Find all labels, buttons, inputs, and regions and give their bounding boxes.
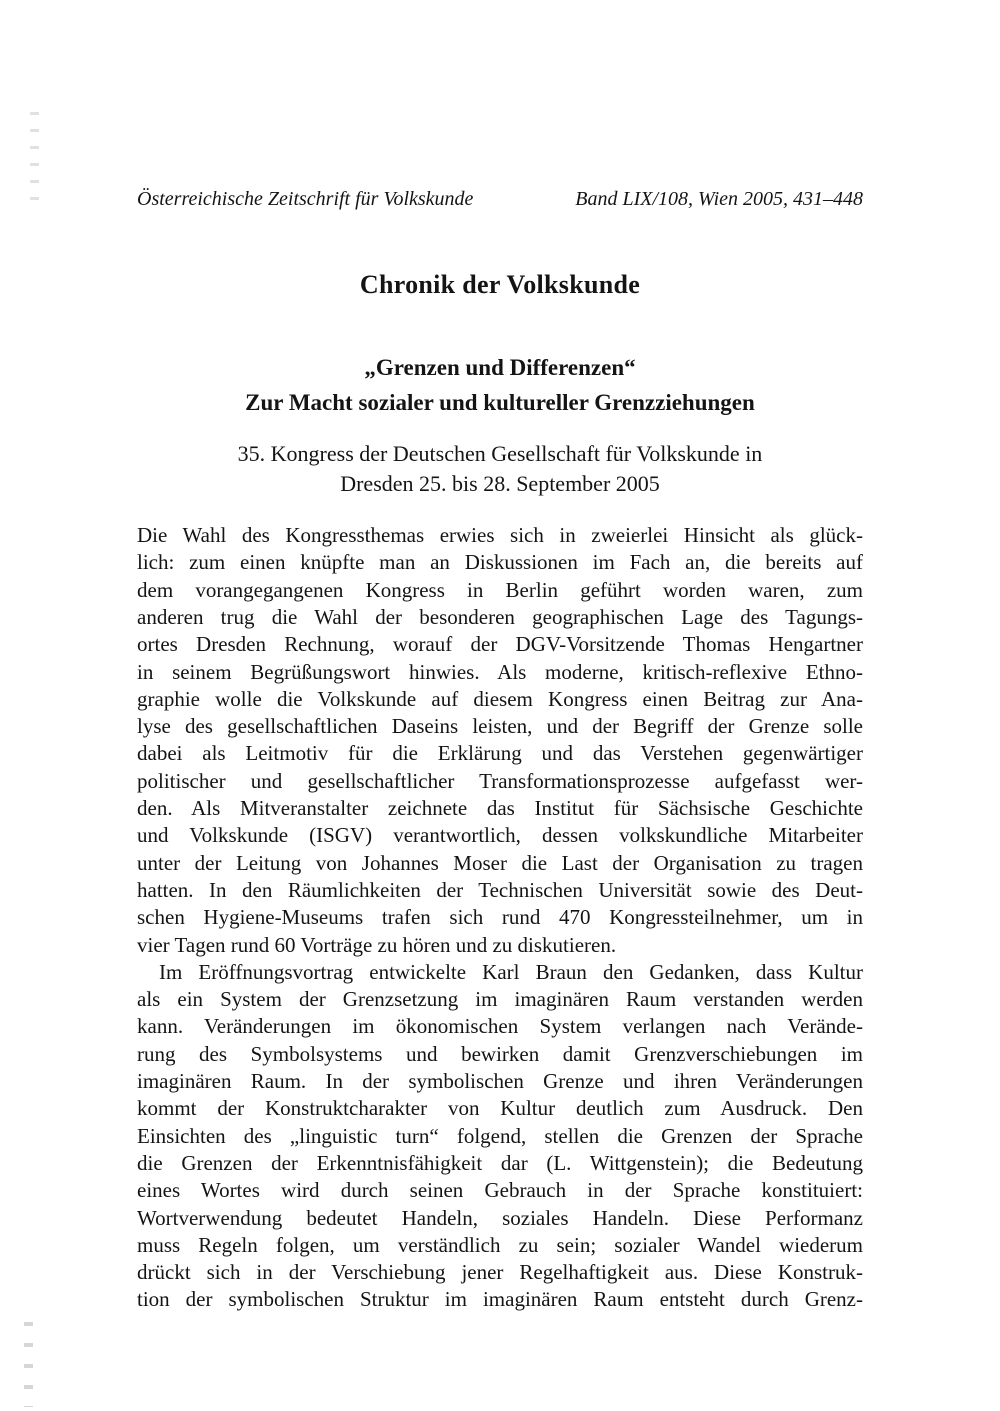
text-line: Wortverwendung bedeutet Handeln, soziales Handeln. Diese Performanz	[137, 1205, 863, 1230]
text-line: drückt sich in der Verschiebung jener Regelhaftigkeit aus. Diese Konstruk-	[137, 1260, 863, 1285]
text-line: anderen trug die Wahl der besonderen geographischen Lage des Tagungs-	[137, 604, 863, 629]
text-line: graphie wolle die Volkskunde auf diesem Kongress einen Beitrag zur Ana-	[137, 686, 863, 711]
scan-artifact-bottom	[24, 1322, 33, 1407]
text-line: als ein System der Grenzsetzung im imaginären Raum verstanden werden	[137, 987, 863, 1012]
text-line: dabei als Leitmotiv für die Erklärung und das Verstehen gegenwärtiger	[137, 741, 863, 766]
text-line: die Grenzen der Erkenntnisfähigkeit dar (L. Wittgenstein); die Bedeutung	[137, 1150, 863, 1175]
text-line: tion der symbolischen Struktur im imaginären Raum entsteht durch Grenz-	[137, 1287, 863, 1312]
article-title	[137, 350, 863, 420]
congress-subtitle-line1: 35. Kongress der Deutschen Gesellschaft für Volkskunde in	[237, 441, 763, 467]
text-line: Die Wahl des Kongressthemas erwies sich in zweierlei Hinsicht als glück-	[137, 523, 863, 548]
text-line: imaginären Raum. In der symbolischen Grenze und ihren Veränderungen	[137, 1069, 863, 1094]
text-line: Im Eröffnungsvortrag entwickelte Karl Braun den Gedanken, dass Kultur	[159, 959, 863, 984]
journal-name: Österreichische Zeitschrift für Volkskunde	[137, 188, 474, 210]
article-body	[137, 522, 863, 1314]
text-line: rung des Symbolsystems und bewirken damit Grenzverschiebungen im	[137, 1041, 863, 1066]
journal-header	[137, 186, 863, 212]
article-title-line2: Zur Macht sozialer und kultureller Grenzziehungen	[245, 390, 755, 415]
text-line: kommt der Konstruktcharakter von Kultur deutlich zum Ausdruck. Den	[137, 1096, 863, 1121]
text-line: muss Regeln folgen, um verständlich zu sein; sozialer Wandel wiederum	[137, 1232, 863, 1257]
text-line: und Volkskunde (ISGV) verantwortlich, dessen volkskundliche Mitarbeiter	[137, 823, 863, 848]
journal-issue-info: Band LIX/108, Wien 2005, 431–448	[575, 188, 863, 210]
paragraph	[137, 522, 863, 959]
section-title: Chronik der Volkskunde	[359, 270, 641, 299]
text-line: unter der Leitung von Johannes Moser die Last der Organisation zu tragen	[137, 850, 863, 875]
congress-subtitle	[137, 439, 863, 499]
text-line: hatten. In den Räumlichkeiten der Technischen Universität sowie des Deut-	[137, 877, 863, 902]
text-line: in seinem Begrüßungswort hinwies. Als moderne, kritisch-reflexive Ethno-	[137, 659, 863, 684]
text-line: vier Tagen rund 60 Vorträge zu hören und zu diskutieren.	[137, 932, 617, 957]
text-line: lich: zum einen knüpfte man an Diskussionen im Fach an, die bereits auf	[137, 550, 863, 575]
congress-subtitle-line2: Dresden 25. bis 28. September 2005	[340, 471, 660, 497]
text-line: dem vorangegangenen Kongress in Berlin geführt worden waren, zum	[137, 577, 863, 602]
text-line: lyse des gesellschaftlichen Daseins leisten, und der Begriff der Grenze solle	[137, 714, 863, 739]
text-line: politischer und gesellschaftlicher Transformationsprozesse aufgefasst wer-	[137, 768, 863, 793]
text-line: den. Als Mitveranstalter zeichnete das Institut für Sächsische Geschichte	[137, 796, 863, 821]
article-title-line1: „Grenzen und Differenzen“	[364, 355, 636, 380]
text-line: schen Hygiene-Museums trafen sich rund 470 Kongressteilnehmer, um in	[137, 905, 863, 930]
paragraph	[137, 959, 863, 1314]
text-line: Einsichten des „linguistic turn“ folgend, stellen die Grenzen der Sprache	[137, 1123, 863, 1148]
text-line: ortes Dresden Rechnung, worauf der DGV-Vorsitzende Thomas Hengartner	[137, 632, 863, 657]
scan-artifact-top	[30, 112, 39, 207]
text-line: kann. Veränderungen im ökonomischen System verlangen nach Verände-	[137, 1014, 863, 1039]
text-line: eines Wortes wird durch seinen Gebrauch in der Sprache konstituiert:	[137, 1178, 863, 1203]
